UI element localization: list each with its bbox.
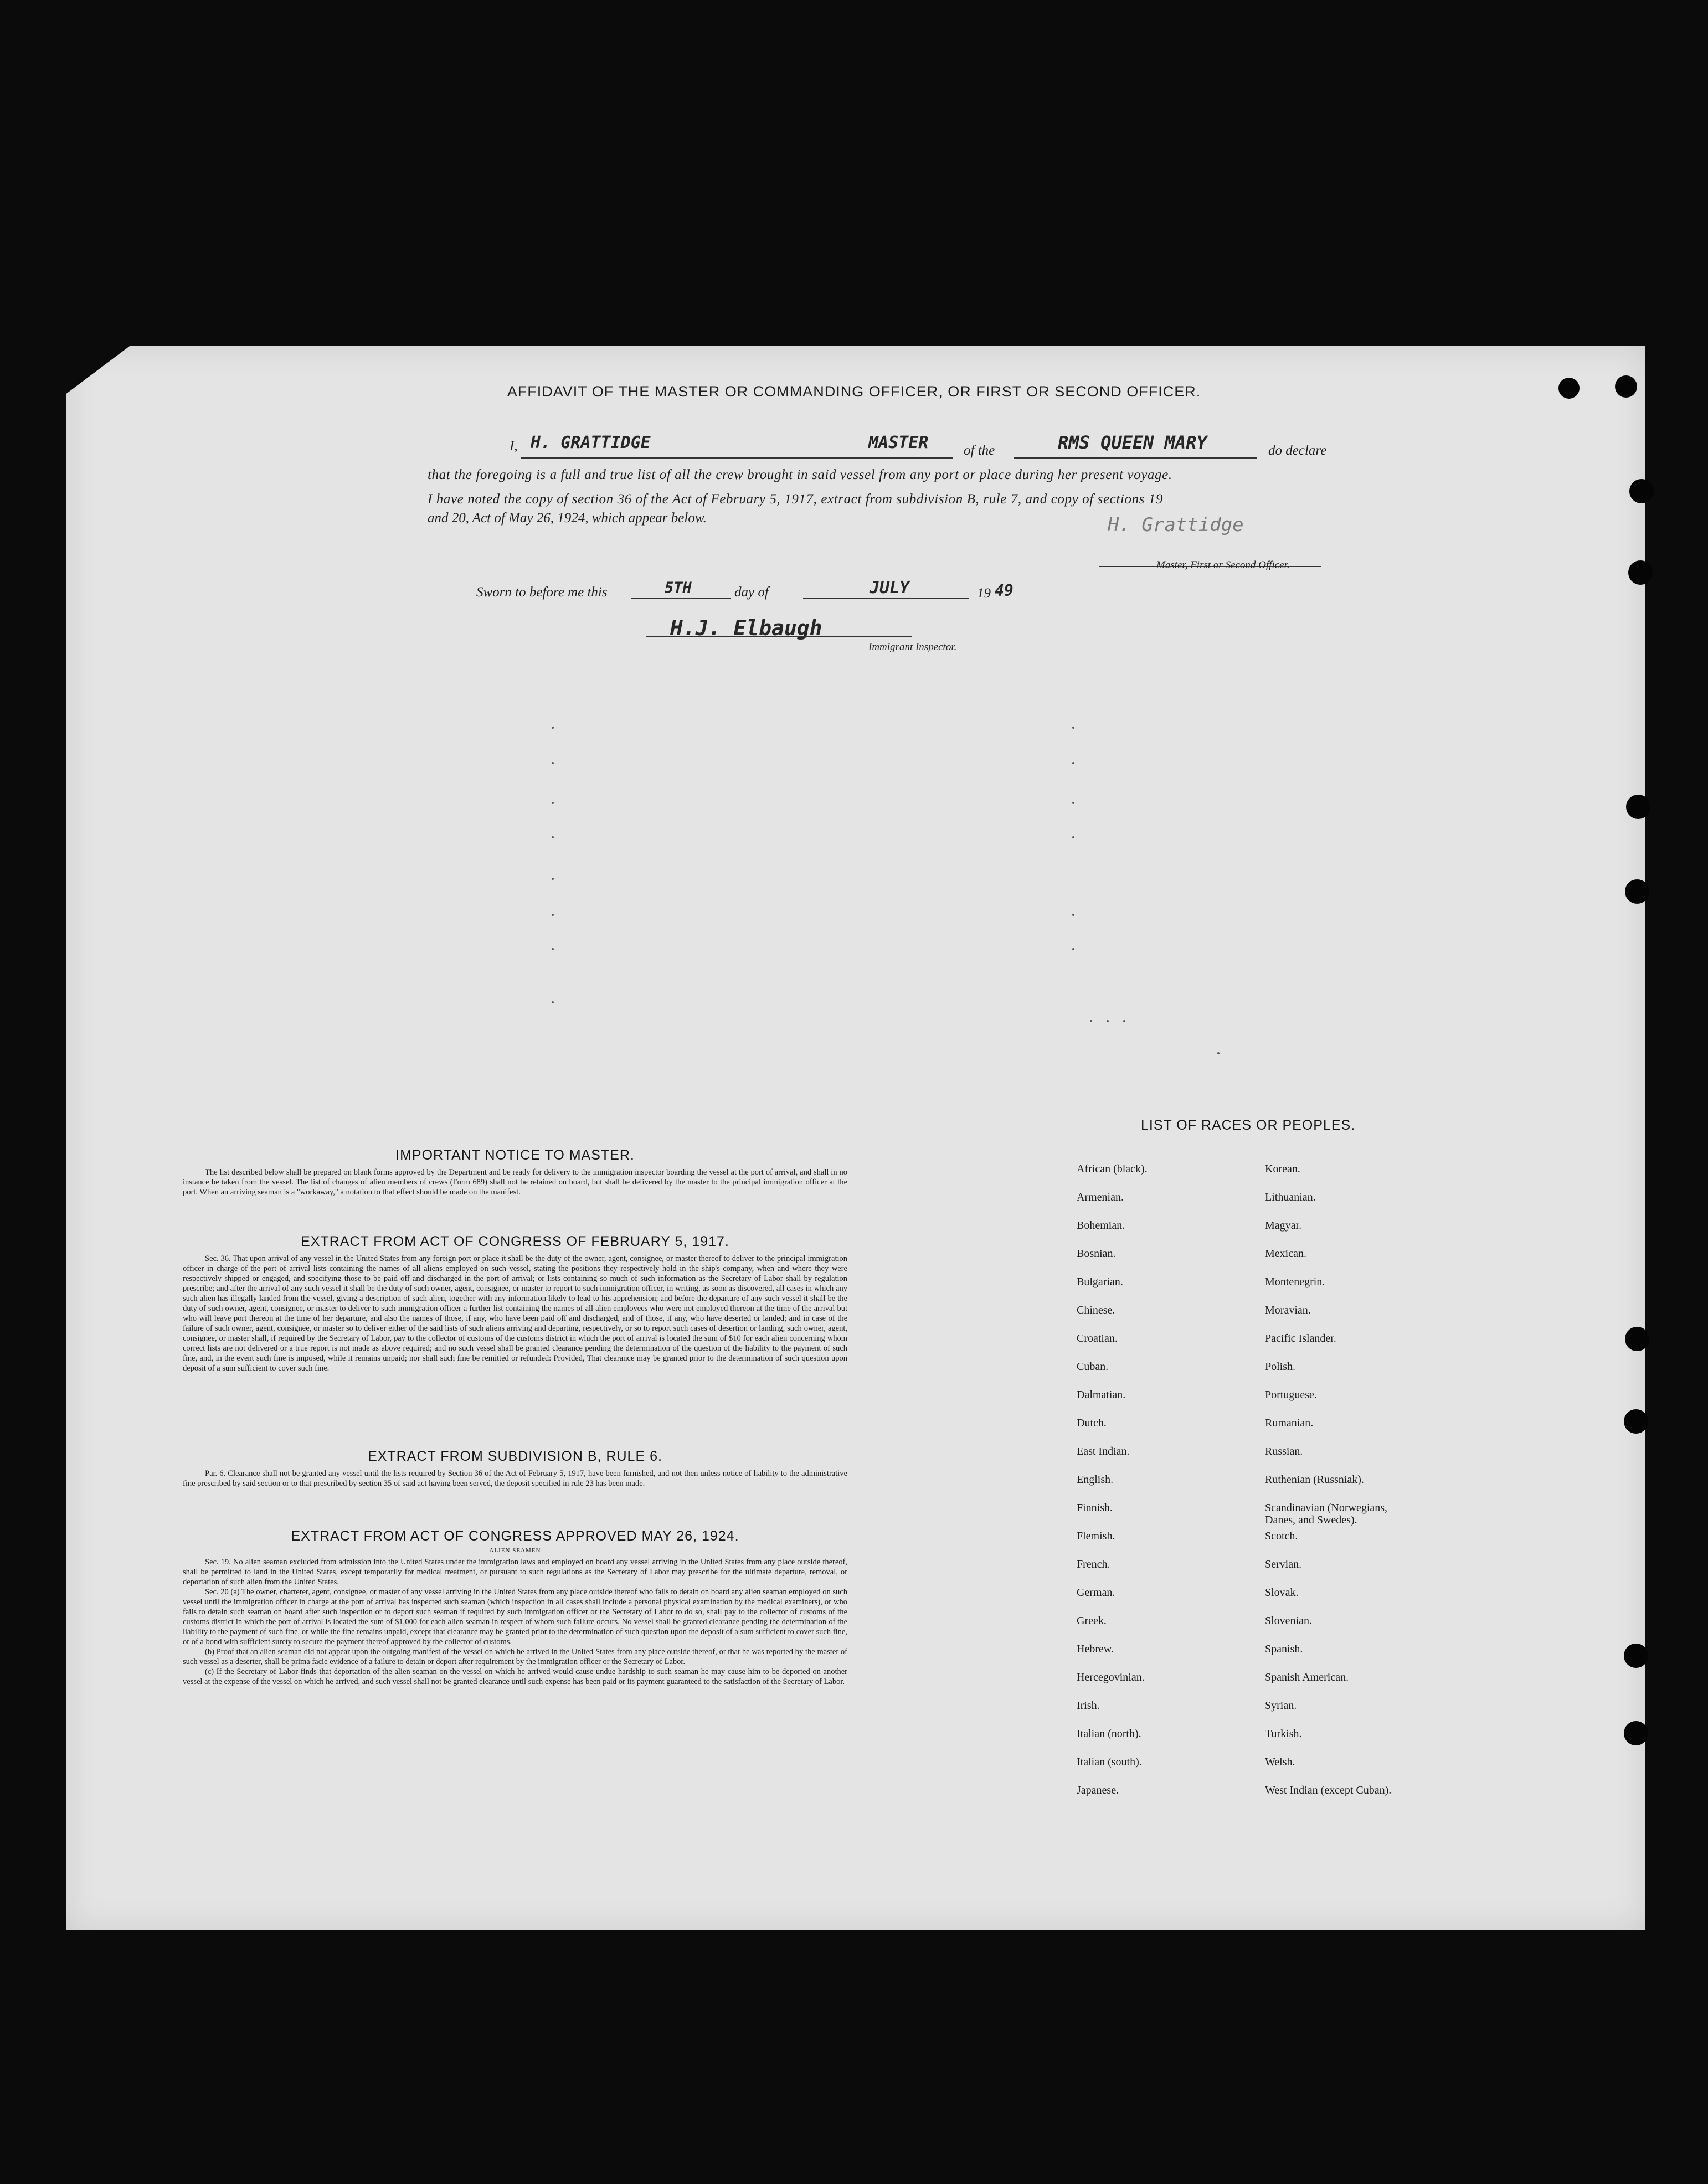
day-of-label: day of xyxy=(734,585,769,600)
affidavit-declare-prefix: I, xyxy=(510,439,518,454)
master-signature-caption: Master, First or Second Officer. xyxy=(1156,559,1290,571)
alien-seamen-subtitle: ALIEN SEAMEN xyxy=(489,1547,541,1554)
form-mark xyxy=(1072,802,1074,804)
races-title: LIST OF RACES OR PEOPLES. xyxy=(1141,1117,1356,1133)
sec-20a-paragraph: Sec. 20 (a) The owner, charterer, agent, consignee, or master of any vessel arriving in the United States from any place outside thereof who fails to detain on board any alien seaman employed on such vessel until the immigration officer in charge at the port of arrival has inspected such seaman (which inspection in all cases shall include a personal physical examination by the medical examiners), or who fails to detain such seaman on board after such inspection or to deport such seaman if required by such immigration officer or the Secretary of Labor to do so, shall pay to the collector of customs of the customs district in which the port of arrival is located the sum of $1,000 for each alien seaman in respect of whom such failure occurs. No vessel shall be granted clearance pending the determination of the liability to the payment of such fine, or while the fine remains unpaid, except that clearance may be granted prior to the determination of such question upon the deposit of a sum sufficient to cover such fine, or of a bond with sufficient surety to secure the payment thereof approved by the collector of customs. xyxy=(183,1588,847,1646)
master-name-line xyxy=(521,457,953,459)
punch-hole xyxy=(1626,795,1650,819)
race-entry: Finnish. xyxy=(1077,1502,1113,1514)
sworn-label: Sworn to before me this xyxy=(476,585,608,600)
race-entry: African (black). xyxy=(1077,1163,1148,1175)
race-entry: Croatian. xyxy=(1077,1332,1118,1345)
document-page xyxy=(66,346,1645,1930)
race-entry: Rumanian. xyxy=(1265,1417,1314,1429)
race-entry: Chinese. xyxy=(1077,1304,1115,1316)
sworn-year-handwritten: 49 xyxy=(995,581,1014,600)
form-mark xyxy=(1072,762,1074,764)
race-entry: Hercegovinian. xyxy=(1077,1671,1145,1683)
form-mark xyxy=(1123,1020,1125,1022)
extract-1917-title: EXTRACT FROM ACT OF CONGRESS OF FEBRUARY 5, 1917. xyxy=(301,1234,729,1249)
sworn-month-line xyxy=(803,598,969,599)
punch-hole xyxy=(1628,560,1653,585)
sworn-day-handwritten: 5TH xyxy=(665,579,692,596)
race-entry: Moravian. xyxy=(1265,1304,1311,1316)
race-entry: Italian (south). xyxy=(1077,1756,1142,1768)
race-entry: Montenegrin. xyxy=(1265,1276,1325,1288)
form-mark xyxy=(552,1001,554,1003)
extract-1924-text xyxy=(183,1557,847,1687)
form-mark xyxy=(1217,1052,1220,1054)
race-entry: Scandinavian (Norwegians, Danes, and Swedes). xyxy=(1265,1502,1388,1526)
affidavit-line-3: I have noted the copy of section 36 of the Act of February 5, 1917, extract from subdivision B, rule 7, and copy of sections 19 xyxy=(428,492,1164,507)
race-entry: Pacific Islander. xyxy=(1265,1332,1336,1345)
race-entry: Bulgarian. xyxy=(1077,1276,1123,1288)
extract-1917-text: Sec. 36. That upon arrival of any vessel in the United States from any foreign port or place it shall be the duty of the owner, agent, consignee, or master thereof to deliver to the principal immigration officer in charge of the port of arrival lists containing the names of all aliens employed on such vessel, stating the positions they respectively hold in the ship's company, when and where they were respectively shipped or engaged, and specifying those to be paid off and discharged in the port of arrival; or lists containing so much of such information as the Secretary of Labor shall by regulation prescribe; and after the arrival of any such vessel it shall be the duty of such owner, agent, consignee, or master to report to such immigration officer, in writing, as soon as discovered, all cases in which any such alien has illegally landed from the vessel, giving a description of such alien, together with any information likely to lead to his apprehension; and before the departure of any such vessel it shall be the duty of such owner, agent, consignee, or master to deliver to such immigration officer a further list containing the names of all alien employees who were not employed thereon at the time of the arrival but who will leave port thereon at the time of her departure, and also the names of those, if any, who have been paid off and discharged, and of those, if any, who have deserted or landed; and in case of the failure of such owner, agent, consignee, or master so to deliver either of the said lists of such aliens arriving and departing, respectively, or so to report such cases of desertion or landing, such owner, agent, consignee, or master shall, if required by the Secretary of Labor, pay to the collector of customs of the customs district in which the port of arrival is located the sum of $10 for each alien concerning whom correct lists are not delivered or a true report is not made as above required; and no such vessel shall be granted clearance pending the determination of the question of the liability to the payment of such fine, and, in the event such fine is imposed, while it remains unpaid; nor shall such fine be remitted or refunded: Provided, That clearance may be granted prior to the determination of such question upon deposit of a sum sufficient to cover such fine. xyxy=(183,1254,847,1373)
race-entry: Greek. xyxy=(1077,1615,1107,1627)
subdivision-text: Par. 6. Clearance shall not be granted any vessel until the lists required by Section 36 of the Act of February 5, 1917, have been furnished, and not then unless notice of liability to the administrative fine prescribed by said section or to that prescribed by section 35 of said act having been served, the deposit specified in rule 23 has been made. xyxy=(183,1469,847,1488)
sec-19-paragraph: Sec. 19. No alien seaman excluded from admission into the United States under the immigration laws and employed on board any vessel arriving in the United States from any place outside thereof, shall be permitted to land in the United States, except temporarily for medical treatment, or pursuant to such regulations as the Secretary of Labor may prescribe for the ultimate departure, removal, or deportation of such alien from the United States. xyxy=(183,1558,847,1587)
extract-1924-title: EXTRACT FROM ACT OF CONGRESS APPROVED MAY 26, 1924. xyxy=(291,1528,739,1544)
form-mark xyxy=(1107,1020,1109,1022)
race-entry: Syrian. xyxy=(1265,1699,1297,1712)
race-entry: Korean. xyxy=(1265,1163,1300,1175)
do-declare-label: do declare xyxy=(1268,443,1327,458)
form-mark xyxy=(552,762,554,764)
vessel-name-line xyxy=(1014,457,1257,459)
race-entry: Magyar. xyxy=(1265,1219,1302,1232)
sworn-year-prefix: 19 xyxy=(977,586,991,601)
race-entry: Dutch. xyxy=(1077,1417,1107,1429)
form-mark xyxy=(552,727,554,729)
affidavit-title: AFFIDAVIT OF THE MASTER OR COMMANDING OFFICER, OR FIRST OR SECOND OFFICER. xyxy=(507,383,1201,400)
race-entry: Spanish American. xyxy=(1265,1671,1349,1683)
master-signature: H. Grattidge xyxy=(1108,514,1244,536)
race-entry: English. xyxy=(1077,1474,1114,1486)
vessel-name-handwritten: RMS QUEEN MARY xyxy=(1058,432,1207,453)
race-entry: Lithuanian. xyxy=(1265,1191,1316,1203)
form-mark xyxy=(1072,948,1074,950)
race-entry: Russian. xyxy=(1265,1445,1303,1457)
punch-hole xyxy=(1629,479,1654,503)
inspector-caption: Immigrant Inspector. xyxy=(868,641,957,653)
form-mark xyxy=(552,802,554,804)
race-entry: East Indian. xyxy=(1077,1445,1130,1457)
race-entry: Hebrew. xyxy=(1077,1643,1114,1655)
race-entry: French. xyxy=(1077,1558,1110,1570)
affidavit-line-4: and 20, Act of May 26, 1924, which appear below. xyxy=(428,511,707,526)
punch-hole xyxy=(1624,1644,1648,1668)
race-entry: Flemish. xyxy=(1077,1530,1115,1542)
form-mark xyxy=(1072,727,1074,729)
punch-hole xyxy=(1624,1721,1648,1745)
race-entry: Mexican. xyxy=(1265,1248,1306,1260)
notice-text: The list described below shall be prepared on blank forms approved by the Department and be ready for delivery to the immigration inspector boarding the vessel at the port of arrival, and shall in no instance be taken from the vessel. The list of changes of alien members of crews (Form 689) shall not be retained on board, but shall be delivered by the master to the principal immigration officer at the port. When an arriving seaman is a "workaway," a notation to that effect should be made on the manifest. xyxy=(183,1168,847,1197)
race-entry: German. xyxy=(1077,1587,1115,1599)
race-entry: Portuguese. xyxy=(1265,1389,1317,1401)
race-entry: Armenian. xyxy=(1077,1191,1124,1203)
race-entry: Spanish. xyxy=(1265,1643,1303,1655)
sec-20b-paragraph: (b) Proof that an alien seaman did not appear upon the outgoing manifest of the vessel on which he arrived in the United States from any place outside thereof, or that he was reported by the master of such vessel as a deserter, shall be prima facie evidence of a failure to detain or deport after requirement by the immigration officer or the Secretary of Labor. xyxy=(183,1647,847,1666)
affidavit-line-2: that the foregoing is a full and true list of all the crew brought in said vessel from any port or place during her present voyage. xyxy=(428,467,1172,482)
inspector-signature-line xyxy=(646,636,912,637)
race-entry: Turkish. xyxy=(1265,1728,1302,1740)
race-entry: Slovak. xyxy=(1265,1587,1299,1599)
race-entry: Ruthenian (Russniak). xyxy=(1265,1474,1364,1486)
race-entry: Japanese. xyxy=(1077,1784,1119,1796)
race-entry: Italian (north). xyxy=(1077,1728,1141,1740)
punch-hole xyxy=(1625,1327,1649,1351)
notice-title: IMPORTANT NOTICE TO MASTER. xyxy=(395,1147,635,1163)
race-entry: Servian. xyxy=(1265,1558,1302,1570)
punch-hole xyxy=(1625,879,1649,904)
inspector-signature: H.J. Elbaugh xyxy=(670,616,822,640)
race-entry: Cuban. xyxy=(1077,1361,1109,1373)
race-entry: Scotch. xyxy=(1265,1530,1298,1542)
race-entry: Irish. xyxy=(1077,1699,1100,1712)
race-entry: Welsh. xyxy=(1265,1756,1295,1768)
race-entry: Slovenian. xyxy=(1265,1615,1312,1627)
sworn-month-handwritten: JULY xyxy=(870,578,910,597)
race-entry: Dalmatian. xyxy=(1077,1389,1126,1401)
form-mark xyxy=(552,948,554,950)
sworn-day-line xyxy=(631,598,731,599)
subdivision-title: EXTRACT FROM SUBDIVISION B, RULE 6. xyxy=(368,1449,662,1464)
form-mark xyxy=(1072,836,1074,838)
race-entry: Bohemian. xyxy=(1077,1219,1125,1232)
form-mark xyxy=(552,878,554,880)
race-entry: Bosnian. xyxy=(1077,1248,1116,1260)
race-entry: West Indian (except Cuban). xyxy=(1265,1784,1392,1796)
form-mark xyxy=(552,914,554,916)
form-mark xyxy=(1072,914,1074,916)
form-mark xyxy=(1090,1020,1092,1022)
of-the-label: of the xyxy=(964,443,995,458)
form-mark xyxy=(552,836,554,838)
master-name-handwritten: H. GRATTIDGE xyxy=(531,433,651,452)
master-rank-handwritten: MASTER xyxy=(868,433,929,452)
race-entry: Polish. xyxy=(1265,1361,1296,1373)
punch-hole xyxy=(1624,1409,1648,1434)
sec-20c-paragraph: (c) If the Secretary of Labor finds that deportation of the alien seaman on the vessel on which he arrived would cause undue hardship to such seaman he may cause him to be deported on another vessel at the expense of the vessel on which he arrived, and such vessel shall not be granted clearance until such expense has been paid or its payment guaranteed to the satisfaction of the Secretary of Labor. xyxy=(183,1667,847,1686)
